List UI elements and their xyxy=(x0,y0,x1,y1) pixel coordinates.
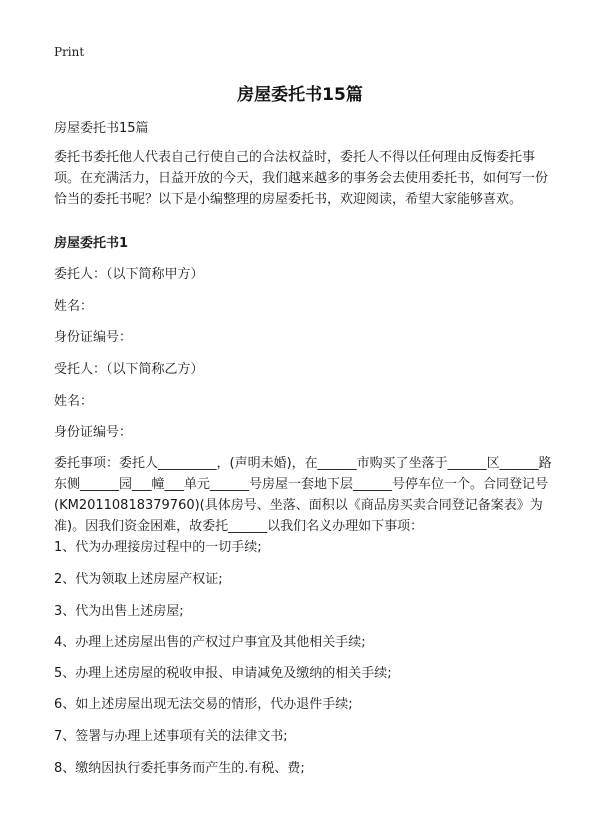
list-item: 5、办理上述房屋的税收申报、申请减免及缴纳的相关手续; xyxy=(54,666,392,681)
document-subtitle: 房屋委托书15篇 xyxy=(54,121,149,136)
principal-name-line: 姓名： xyxy=(54,299,94,314)
list-item: 7、签署与办理上述事项有关的法律文书; xyxy=(54,729,288,744)
agent-id-line: 身份证编号： xyxy=(54,425,133,440)
list-item: 1、代为办理接房过程中的一切手续; xyxy=(54,540,262,555)
list-item: 8、缴纳因执行委托事务而产生的.有税、费; xyxy=(54,761,305,776)
matters-paragraph: 委托事项：委托人_________，(声明未婚)，在______市购买了坐落于______区______路东侧______园___幢___单元______号房屋一套地下层______号停车位一个。合同登记号(KM20110818379760)(具体房号、坐落、面积以《商品房买卖合同登记备案表》为准)。因我们资金困难，故委托______以我们名义办理如下事项： xyxy=(54,456,552,534)
document-title: 房屋委托书15篇 xyxy=(237,85,363,105)
intro-paragraph: 委托书委托他人代表自己行使自己的合法权益时，委托人不得以任何理由反悔委托事项。在充满活力，日益开放的今天，我们越来越多的事务会去使用委托书，如何写一份恰当的委托书呢？以下是小编整理的房屋委托书，欢迎阅读，希望大家能够喜欢。 xyxy=(54,150,549,207)
print-label[interactable]: Print xyxy=(54,45,85,59)
list-item: 2、代为领取上述房屋产权证; xyxy=(54,572,223,587)
list-item: 6、如上述房屋出现无法交易的情形，代办退件手续; xyxy=(54,697,353,712)
agent-line: 受托人：（以下简称乙方） xyxy=(54,362,204,377)
agent-name-line: 姓名： xyxy=(54,394,94,409)
principal-id-line: 身份证编号： xyxy=(54,330,133,345)
section-title: 房屋委托书1 xyxy=(54,236,129,251)
list-item: 4、办理上述房屋出售的产权过户事宜及其他相关手续; xyxy=(54,635,366,650)
principal-line: 委托人：（以下简称甲方） xyxy=(54,267,204,282)
list-item: 3、代为出售上述房屋; xyxy=(54,604,184,619)
